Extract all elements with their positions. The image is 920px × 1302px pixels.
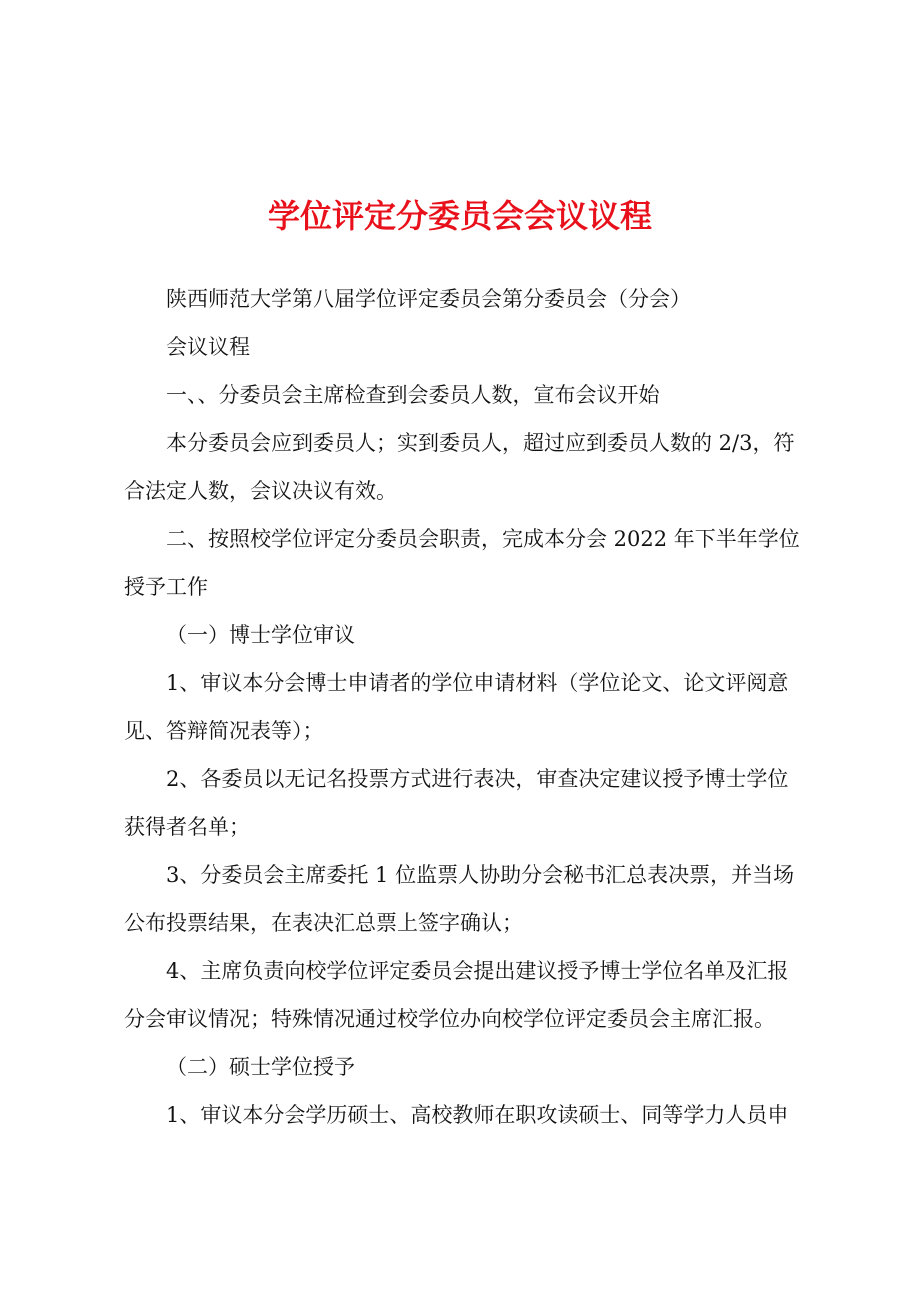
agenda-heading: 会议议程: [166, 335, 250, 359]
list-item-continuation: 公布投票结果，在表决汇总票上签字确认；: [124, 911, 523, 935]
list-item: 2、各委员以无记名投票方式进行表决，审查决定建议授予博士学位: [166, 767, 789, 791]
section-two-heading: 二、按照校学位评定分委员会职责，完成本分会 2022 年下半年学位: [166, 527, 800, 551]
paragraph-line: 本分委员会应到委员人；实到委员人，超过应到委员人数的 2/3，符: [166, 431, 795, 455]
list-item-continuation: 获得者名单；: [124, 815, 250, 839]
paragraph-line: 合法定人数，会议决议有效。: [124, 479, 397, 503]
list-item-continuation: 见、答辩简况表等）；: [124, 719, 324, 743]
list-item: 3、分委员会主席委托 1 位监票人协助分会秘书汇总表决票，并当场: [166, 863, 795, 887]
section-one-heading: 一、、分委员会主席检查到会委员人数，宣布会议开始: [166, 383, 660, 407]
subsection-heading: （一）博士学位审议: [166, 623, 355, 647]
intro-line: 陕西师范大学第八届学位评定委员会第分委员会（分会）: [166, 287, 691, 311]
paragraph-line: 授予工作: [124, 575, 208, 599]
list-item: 4、主席负责向校学位评定委员会提出建议授予博士学位名单及汇报: [166, 959, 789, 983]
list-item: 1、审议本分会学历硕士、高校教师在职攻读硕士、同等学力人员申: [166, 1103, 789, 1127]
list-item: 1、审议本分会博士申请者的学位申请材料（学位论文、论文评阅意: [166, 671, 789, 695]
document-title: 学位评定分委员会会议议程: [267, 197, 652, 235]
list-item-continuation: 分会审议情况；特殊情况通过校学位办向校学位评定委员会主席汇报。: [124, 1007, 775, 1031]
subsection-heading: （二）硕士学位授予: [166, 1055, 355, 1079]
